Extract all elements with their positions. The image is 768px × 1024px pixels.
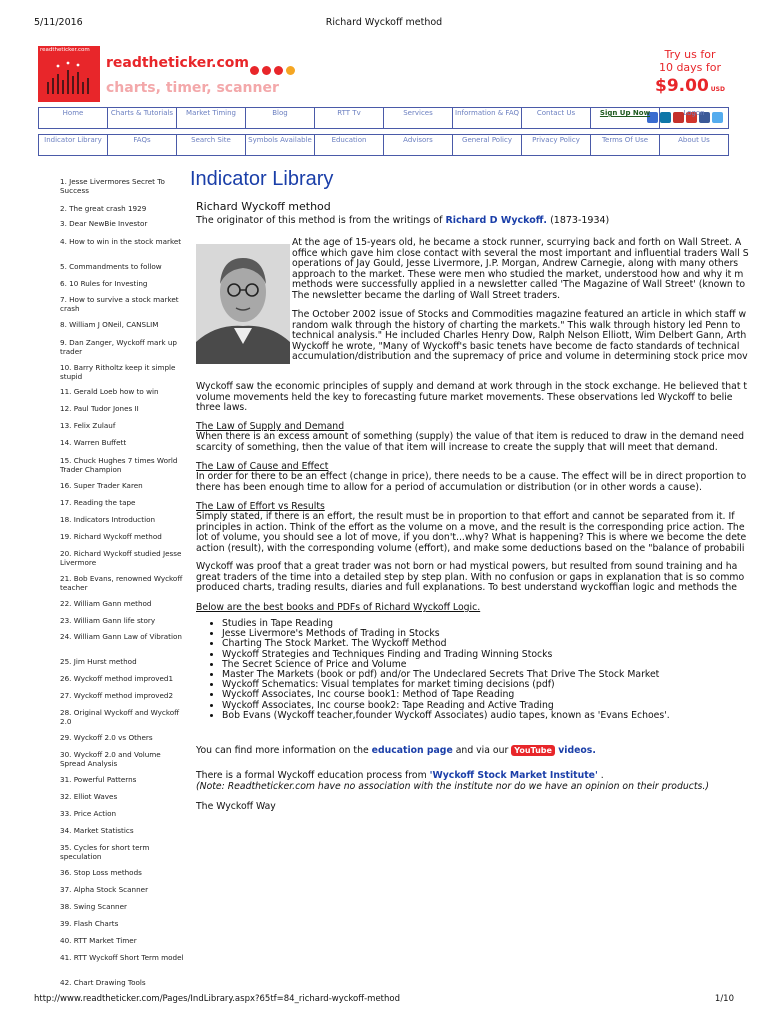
sidebar-item-10[interactable]: 10. Barry Ritholtz keep it simple stupid xyxy=(60,363,176,381)
paragraph-early-life xyxy=(292,238,749,301)
paragraph-stocks-commodities xyxy=(292,310,748,363)
book-item: • Wyckoff Strategies and Techniques Finding and Trading Winning Stocks xyxy=(222,650,670,660)
sidebar-item-9[interactable]: 9. Dan Zanger, Wyckoff mark up trader xyxy=(60,338,177,356)
sidebar-item-22[interactable]: 22. William Gann method xyxy=(60,599,152,608)
sidebar-item-33[interactable]: 33. Price Action xyxy=(60,809,117,818)
sidebar-item-14[interactable]: 14. Warren Buffett xyxy=(60,438,127,447)
nav-general-policy[interactable]: General Policy xyxy=(453,135,522,156)
book-item: • Charting The Stock Market. The Wyckoff Method xyxy=(222,639,670,649)
sidebar-item-19[interactable]: 19. Richard Wyckoff method xyxy=(60,532,162,541)
brand-name[interactable]: readtheticker.com xyxy=(106,55,249,71)
sidebar-item-37[interactable]: 37. Alpha Stock Scanner xyxy=(60,885,149,894)
print-url: http://www.readtheticker.com/Pages/IndLibrary.aspx?65tf=84_richard-wyckoff-method xyxy=(34,994,400,1004)
nav-home[interactable]: Home xyxy=(39,108,108,129)
print-header xyxy=(34,17,734,31)
youtube-logo-tube: Tube xyxy=(530,746,552,755)
nav-indicator-library[interactable]: Indicator Library xyxy=(39,135,108,156)
paragraph-wyckoff-proof xyxy=(196,562,744,594)
sidebar-item-42[interactable]: 42. Chart Drawing Tools xyxy=(60,978,146,987)
para2-line: random walk through the history of charting the markets." This walk through history led Penn to xyxy=(292,319,741,331)
para1-line: approach to the market. These were men who studied the market, understood how and why it m xyxy=(292,268,744,280)
books-title: Below are the best books and PDFs of Richard Wyckoff Logic. xyxy=(196,602,481,613)
brand-tagline: charts, timer, scanner xyxy=(106,80,279,96)
nav-contact-us[interactable]: Contact Us xyxy=(522,108,591,129)
para1-line: office which gave him close contact with several the most important and influential traders Wall S xyxy=(292,247,749,259)
promo-currency: USD xyxy=(710,86,725,93)
nav-services[interactable]: Services xyxy=(384,108,453,129)
videos-link[interactable]: videos. xyxy=(554,745,596,756)
law2-line: In order for there to be an effect (change in price), there needs to be a cause. The effect will be in direct proportion to xyxy=(196,471,747,482)
law1-line: When there is an excess amount of something (supply) the value of that item is reduced to draw in the demand need xyxy=(196,431,744,442)
site-logo[interactable] xyxy=(38,46,100,102)
main-content xyxy=(190,168,768,988)
article-title: Richard Wyckoff method xyxy=(196,200,331,213)
para1-line: The newsletter became the darling of Wall Street traders. xyxy=(292,289,561,301)
info-mid: and via our xyxy=(452,745,512,756)
sidebar-item-20[interactable]: 20. Richard Wyckoff studied Jesse Livermore xyxy=(60,549,182,567)
institute-note: (Note: Readtheticker.com have no association with the institute nor do we have an opinion on their products.) xyxy=(196,781,709,792)
para3-line: volume movements held the key to forecasting future market movements. These observations led Wyckoff to belie xyxy=(196,391,733,403)
sidebar-item-4[interactable]: 4. How to win in the stock market xyxy=(60,237,182,246)
print-title: Richard Wyckoff method xyxy=(325,17,443,28)
law3-line: Simply stated, if there is an effort, the result must be in proportion to that effort and cannot be separated from it. If xyxy=(196,511,735,522)
nav-sign-up-now[interactable]: Sign Up Now xyxy=(591,108,660,129)
law3-line: principles in action. Think of the effort as the volume on a move, and the result is the corresponding price action. The xyxy=(196,521,745,533)
nav-market-timing[interactable]: Market Timing xyxy=(177,108,246,129)
nav-charts-tutorials[interactable]: Charts & Tutorials xyxy=(108,108,177,129)
law1-title: The Law of Supply and Demand xyxy=(196,421,345,432)
sidebar-item-29[interactable]: 29. Wyckoff 2.0 vs Others xyxy=(60,733,153,742)
sidebar-item-36[interactable]: 36. Stop Loss methods xyxy=(60,868,142,877)
sidebar-item-18[interactable]: 18. Indicators Introduction xyxy=(60,515,156,524)
sidebar-item-15[interactable]: 15. Chuck Hughes 7 times World Trader Champion xyxy=(60,456,178,474)
law2-line: there has been enough time to allow for a period of accumulation or distribution (or in other words a cause). xyxy=(196,481,702,493)
nav-advisors[interactable]: Advisors xyxy=(384,135,453,156)
para3-line: three laws. xyxy=(196,402,248,413)
promo-price xyxy=(640,76,740,96)
para1-line: operations of Jay Gould, Jesse Livermore, J.P. Morgan, Andrew Carnegie, along with many others xyxy=(292,258,739,269)
sidebar-item-16[interactable]: 16. Super Trader Karen xyxy=(60,481,143,490)
sidebar-item-3[interactable]: 3. Dear NewBie Investor xyxy=(60,219,148,228)
nav-search-site[interactable]: Search Site xyxy=(177,135,246,156)
article-byline xyxy=(196,215,609,226)
logo-text: readtheticker.com xyxy=(40,47,90,53)
sidebar-item-27[interactable]: 27. Wyckoff method improved2 xyxy=(60,691,174,700)
nav-symbols-available[interactable]: Symbols Available xyxy=(246,135,315,156)
law2-text xyxy=(196,472,746,493)
para2-line: Wyckoff he wrote, "Many of Wyckoff's basic tenets have become de facto standards of technical xyxy=(292,340,740,352)
book-item: • Studies in Tape Reading xyxy=(222,619,670,629)
sidebar-item-39[interactable]: 39. Flash Charts xyxy=(60,919,119,928)
nav-privacy-policy[interactable]: Privacy Policy xyxy=(522,135,591,156)
book-item: • Wyckoff Schematics: Visual templates for market timing decisions (pdf) xyxy=(222,680,670,690)
logo-candlestick-icon xyxy=(44,56,94,100)
sidebar-item-30[interactable]: 30. Wyckoff 2.0 and Volume Spread Analysis xyxy=(60,750,161,768)
brand-dots xyxy=(250,60,298,79)
wyckoff-portrait xyxy=(196,244,290,364)
sidebar-item-2[interactable]: 2. The great crash 1929 xyxy=(60,204,147,213)
para2-line: technical analysis." He included Charles Henry Dow, Ralph Nelson Elliott, Wim Delbert Gann, Arth xyxy=(292,330,747,341)
promo-line2: 10 days for xyxy=(658,61,722,74)
book-item: • Wyckoff Associates, Inc course book1: Method of Tape Reading xyxy=(222,690,670,700)
sidebar-item-38[interactable]: 38. Swing Scanner xyxy=(60,902,127,911)
wyckoff-way-heading: The Wyckoff Way xyxy=(196,801,276,812)
sidebar-item-8[interactable]: 8. William J ONeil, CANSLIM xyxy=(60,320,159,329)
brand-dot-2 xyxy=(262,66,271,75)
nav-rtt-tv[interactable]: RTT Tv xyxy=(315,108,384,129)
sidebar-item-13[interactable]: 13. Felix Zulauf xyxy=(60,421,116,430)
sidebar-item-21[interactable]: 21. Bob Evans, renowned Wyckoff teacher xyxy=(60,574,183,592)
sidebar-item-35[interactable]: 35. Cycles for short term speculation xyxy=(60,843,150,861)
para4-line: great traders of the time into a detailed step by step plan. With no confusion or gaps in explanation that is so commo xyxy=(196,571,745,583)
para4-line: Wyckoff was proof that a great trader was not born or had mystical powers, but resulted from sound training and ha xyxy=(196,561,738,572)
sidebar-item-28[interactable]: 28. Original Wyckoff and Wyckoff 2.0 xyxy=(60,708,180,726)
para1-line: At the age of 15-years old, he became a stock runner, scurrying back and forth on Wall Street. A xyxy=(292,237,742,248)
sidebar-item-25[interactable]: 25. Jim Hurst method xyxy=(60,657,137,666)
sidebar-item-24[interactable]: 24. William Gann Law of Vibration xyxy=(60,632,182,641)
law1-text xyxy=(196,432,744,453)
education-process-line xyxy=(196,770,604,781)
sidebar-item-7[interactable]: 7. How to survive a stock market crash xyxy=(60,295,179,313)
sidebar-item-31[interactable]: 31. Powerful Patterns xyxy=(60,775,137,784)
paragraph-supply-demand-intro xyxy=(196,382,747,414)
para1-line: methods were successfully applied in a newsletter called 'The Magazine of Wall Street' (known to xyxy=(292,279,746,290)
nav-blog[interactable]: Blog xyxy=(246,108,315,129)
book-item: • Master The Markets (book or pdf) and/or The Undeclared Secrets That Drive The Stock Market xyxy=(222,670,670,680)
sidebar-item-40[interactable]: 40. RTT Market Timer xyxy=(60,936,137,945)
sidebar-item-1[interactable]: 1. Jesse Livermores Secret To Success xyxy=(60,177,165,195)
law3-line: action (result), with the corresponding volume (effort), and make some deductions based on the "balance of probabili xyxy=(196,542,745,554)
para2-line: The October 2002 issue of Stocks and Commodities magazine featured an article in which staff w xyxy=(292,309,747,320)
law3-text xyxy=(196,512,746,554)
books-list xyxy=(208,619,670,721)
byline-post: (1873-1934) xyxy=(547,215,610,226)
law3-line: lot of volume, you should see a lot of move, if you don't...why? What is happening? This is where we become the dete xyxy=(196,532,747,543)
sidebar-item-41[interactable]: 41. RTT Wyckoff Short Term model xyxy=(60,953,184,962)
law3-title: The Law of Effort vs Results xyxy=(196,501,325,512)
secondary-nav xyxy=(38,134,729,156)
nav-faqs[interactable]: FAQs xyxy=(108,135,177,156)
edu-pre: There is a formal Wyckoff education process from xyxy=(196,770,430,781)
nav-terms-of-use[interactable]: Terms Of Use xyxy=(591,135,660,156)
para2-line: accumulation/distribution and the supremacy of price and volume in determining stock price mov xyxy=(292,351,748,362)
sidebar-item-34[interactable]: 34. Market Statistics xyxy=(60,826,134,835)
print-footer xyxy=(34,994,734,1008)
book-item: • The Secret Science of Price and Volume xyxy=(222,660,670,670)
youtube-logo-icon[interactable] xyxy=(511,745,555,756)
sidebar-item-12[interactable]: 12. Paul Tudor Jones II xyxy=(60,404,139,413)
book-item: • Wyckoff Associates, Inc course book2: Tape Reading and Active Trading xyxy=(222,701,670,711)
nav-about-us[interactable]: About Us xyxy=(660,135,729,156)
more-info-line xyxy=(196,745,596,756)
main-nav xyxy=(38,107,729,129)
page-title: Indicator Library xyxy=(190,168,334,190)
nav-education[interactable]: Education xyxy=(315,135,384,156)
sidebar-item-11[interactable]: 11. Gerald Loeb how to win xyxy=(60,387,159,396)
brand-dot-3 xyxy=(274,66,283,75)
sidebar-item-17[interactable]: 17. Reading the tape xyxy=(60,498,136,507)
brand-dot-4 xyxy=(286,66,295,75)
book-item: • Bob Evans (Wyckoff teacher,founder Wyckoff Associates) audio tapes, known as 'Evans Echoes'. xyxy=(222,711,670,721)
sidebar-item-5[interactable]: 5. Commandments to follow xyxy=(60,262,162,271)
education-page-link[interactable]: education page xyxy=(371,745,453,756)
nav-information-faq[interactable]: Information & FAQ xyxy=(453,108,522,129)
sidebar-item-6[interactable]: 6. 10 Rules for Investing xyxy=(60,279,148,288)
trial-promo[interactable] xyxy=(640,48,740,96)
print-page-number: 1/10 xyxy=(714,994,734,1004)
brand-dot-1 xyxy=(250,66,259,75)
law2-title: The Law of Cause and Effect xyxy=(196,461,329,472)
promo-line1: Try us for xyxy=(664,48,716,61)
youtube-logo-you: You xyxy=(514,746,531,755)
info-pre: You can find more information on the xyxy=(196,745,372,756)
print-date: 5/11/2016 xyxy=(34,17,83,28)
sidebar-item-32[interactable]: 32. Elliot Waves xyxy=(60,792,118,801)
wyckoff-institute-link[interactable]: 'Wyckoff Stock Market Institute' xyxy=(429,770,598,781)
byline-pre: The originator of this method is from the writings of xyxy=(196,215,446,226)
portrait-image xyxy=(196,244,290,364)
sidebar-item-23[interactable]: 23. William Gann life story xyxy=(60,616,156,625)
para3-line: Wyckoff saw the economic principles of supply and demand at work through in the stock exchange. He believed that t xyxy=(196,381,748,392)
law1-line: scarcity of something, then the value of that item will increase to create the supply that will meet that demand. xyxy=(196,441,718,453)
author-link[interactable]: Richard D Wyckoff. xyxy=(445,215,548,226)
promo-price-value: $9.00 xyxy=(655,76,709,96)
nav-logon[interactable]: Logon xyxy=(660,108,729,129)
edu-post: . xyxy=(597,770,604,781)
sidebar-item-26[interactable]: 26. Wyckoff method improved1 xyxy=(60,674,174,683)
book-item: • Jesse Livermore's Methods of Trading in Stocks xyxy=(222,629,670,639)
para4-line: produced charts, trading results, diaries and full explanations. To best understand wyckoffian logic and methods the xyxy=(196,582,737,593)
